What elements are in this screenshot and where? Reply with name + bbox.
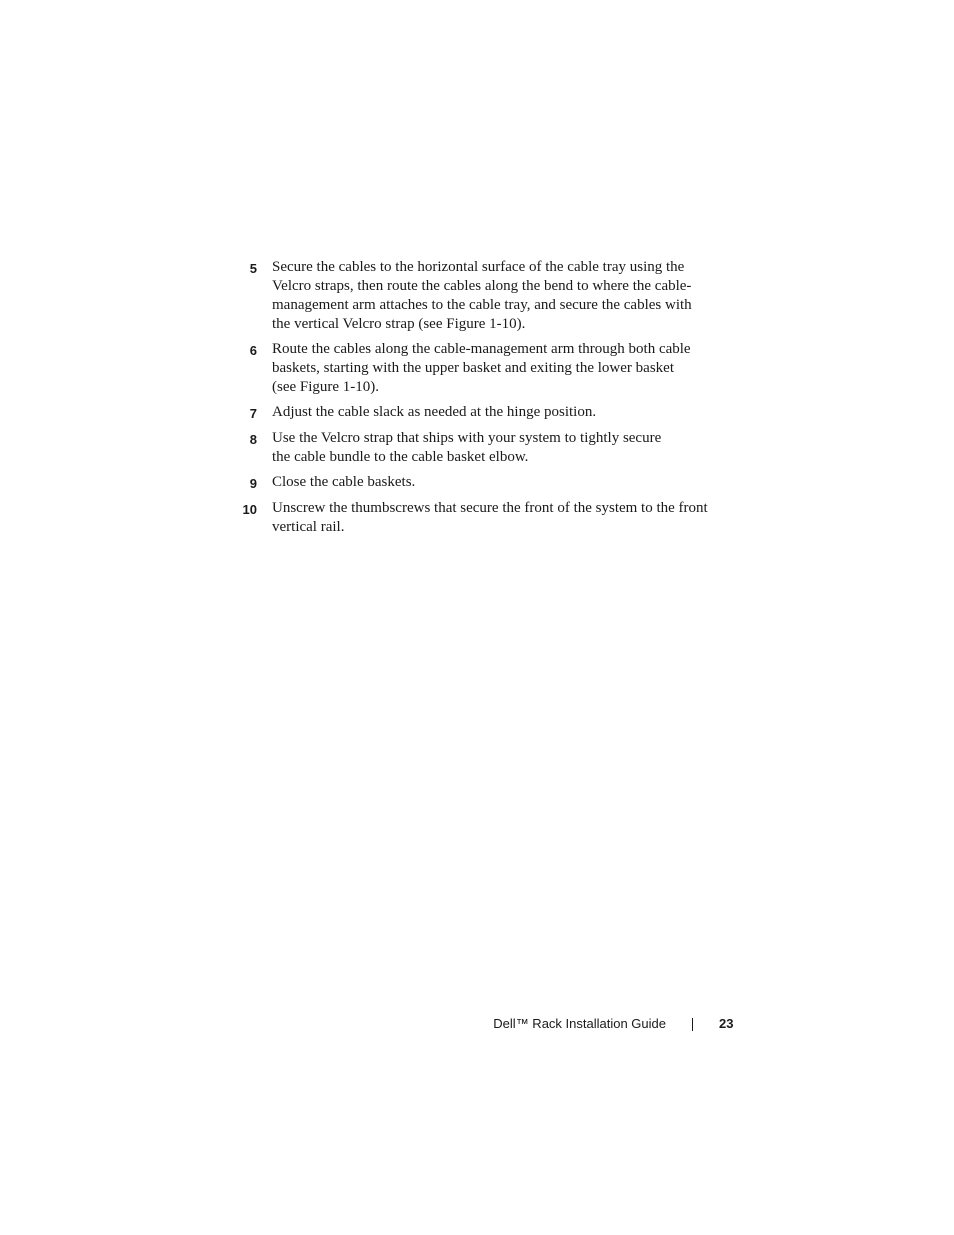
footer-divider [692, 1018, 693, 1031]
step-number: 9 [249, 476, 257, 491]
page-number: 23 [719, 1016, 734, 1031]
step-item [240, 340, 740, 397]
step-item [240, 258, 740, 334]
step-number: 5 [249, 261, 257, 276]
step-text: Route the cables along the cable-management arm through both cable baskets, starting with the upper basket and exiting the lower basket (see Figure 1-10). [272, 341, 691, 395]
step-text: Close the cable baskets. [272, 474, 416, 490]
footer-title: Dell™ Rack Installation Guide [493, 1016, 666, 1031]
step-number: 7 [249, 406, 257, 421]
step-text: Unscrew the thumbscrews that secure the front of the system to the front vertical rail. [272, 500, 708, 535]
step-item [240, 429, 740, 467]
step-text: Secure the cables to the horizontal surface of the cable tray using the Velcro straps, then route the cables along the bend to where the cable- management arm attaches to the cable tray, and secure the cables with the vertical Velcro strap (see Figure 1-10). [272, 259, 692, 332]
step-item [240, 499, 740, 537]
step-item [240, 473, 740, 493]
step-number: 10 [242, 502, 257, 517]
step-text: Use the Velcro strap that ships with your system to tightly secure the cable bundle to the cable basket elbow. [272, 430, 662, 465]
page-footer [0, 1015, 954, 1035]
step-number: 6 [249, 343, 257, 358]
step-number: 8 [249, 432, 257, 447]
instruction-steps [240, 258, 740, 543]
step-text: Adjust the cable slack as needed at the hinge position. [272, 404, 597, 420]
step-item [240, 403, 740, 423]
